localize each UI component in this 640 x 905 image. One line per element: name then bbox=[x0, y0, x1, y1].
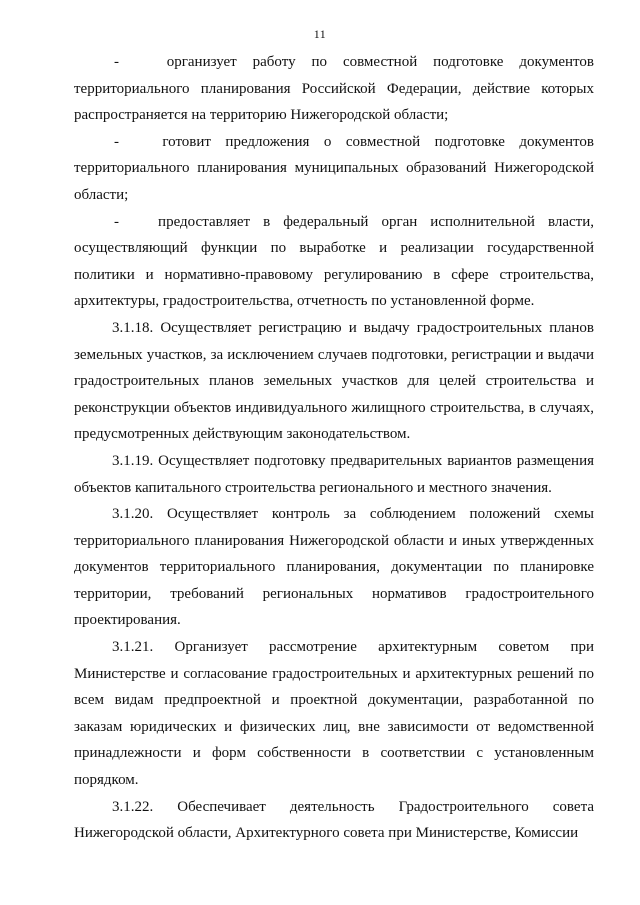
paragraph-3-1-20: 3.1.20. Осуществляет контроль за соблюдением положений схемы территориального планирования Нижегородской области и иных утвержденных документов территориального планирования, документации по планировке территории, требований региональных нормативов градостроительного проектирования. bbox=[74, 506, 594, 629]
paragraph-3-1-22: 3.1.22. Обеспечивает деятельность Градостроительного совета Нижегородской области, Архитектурного совета при Министерстве, Комиссии bbox=[74, 798, 594, 842]
paragraph-bullet-organize: - организует работу по совместной подготовке документов территориального планирования Российской Федерации, действие которых распространяется на территорию Нижегородской области; bbox=[74, 54, 594, 124]
document-body bbox=[74, 49, 594, 847]
paragraph-bullet-prepare: - готовит предложения о совместной подготовке документов территориального планирования муниципальных образований Нижегородской области; bbox=[74, 133, 594, 203]
paragraph-3-1-19: 3.1.19. Осуществляет подготовку предварительных вариантов размещения объектов капитального строительства регионального и местного значения. bbox=[74, 452, 594, 496]
paragraph-3-1-18: 3.1.18. Осуществляет регистрацию и выдачу градостроительных планов земельных участков, за исключением случаев подготовки, регистрации и выдачи градостроительных планов земельных участков для целей строительства и реконструкции объектов индивидуального жилищного строительства, в случаях, предусмотренных действующим законодательством. bbox=[74, 319, 594, 443]
paragraph-3-1-21: 3.1.21. Организует рассмотрение архитектурным советом при Министерстве и согласование градостроительных и архитектурных решений по всем видам предпроектной и проектной документации, разработанной по заказам юридических и физических лиц, вне зависимости от ведомственной принадлежности и форм собственности в соответствии с установленным порядком. bbox=[74, 639, 594, 789]
page-number: 11 bbox=[313, 27, 327, 41]
paragraph-bullet-report: - предоставляет в федеральный орган исполнительной власти, осуществляющий функции по выработке и реализации государственной политики и нормативно-правовому регулированию в сфере строительства, архитектуры, градостроительства, отчетность по установленной форме. bbox=[74, 213, 594, 310]
